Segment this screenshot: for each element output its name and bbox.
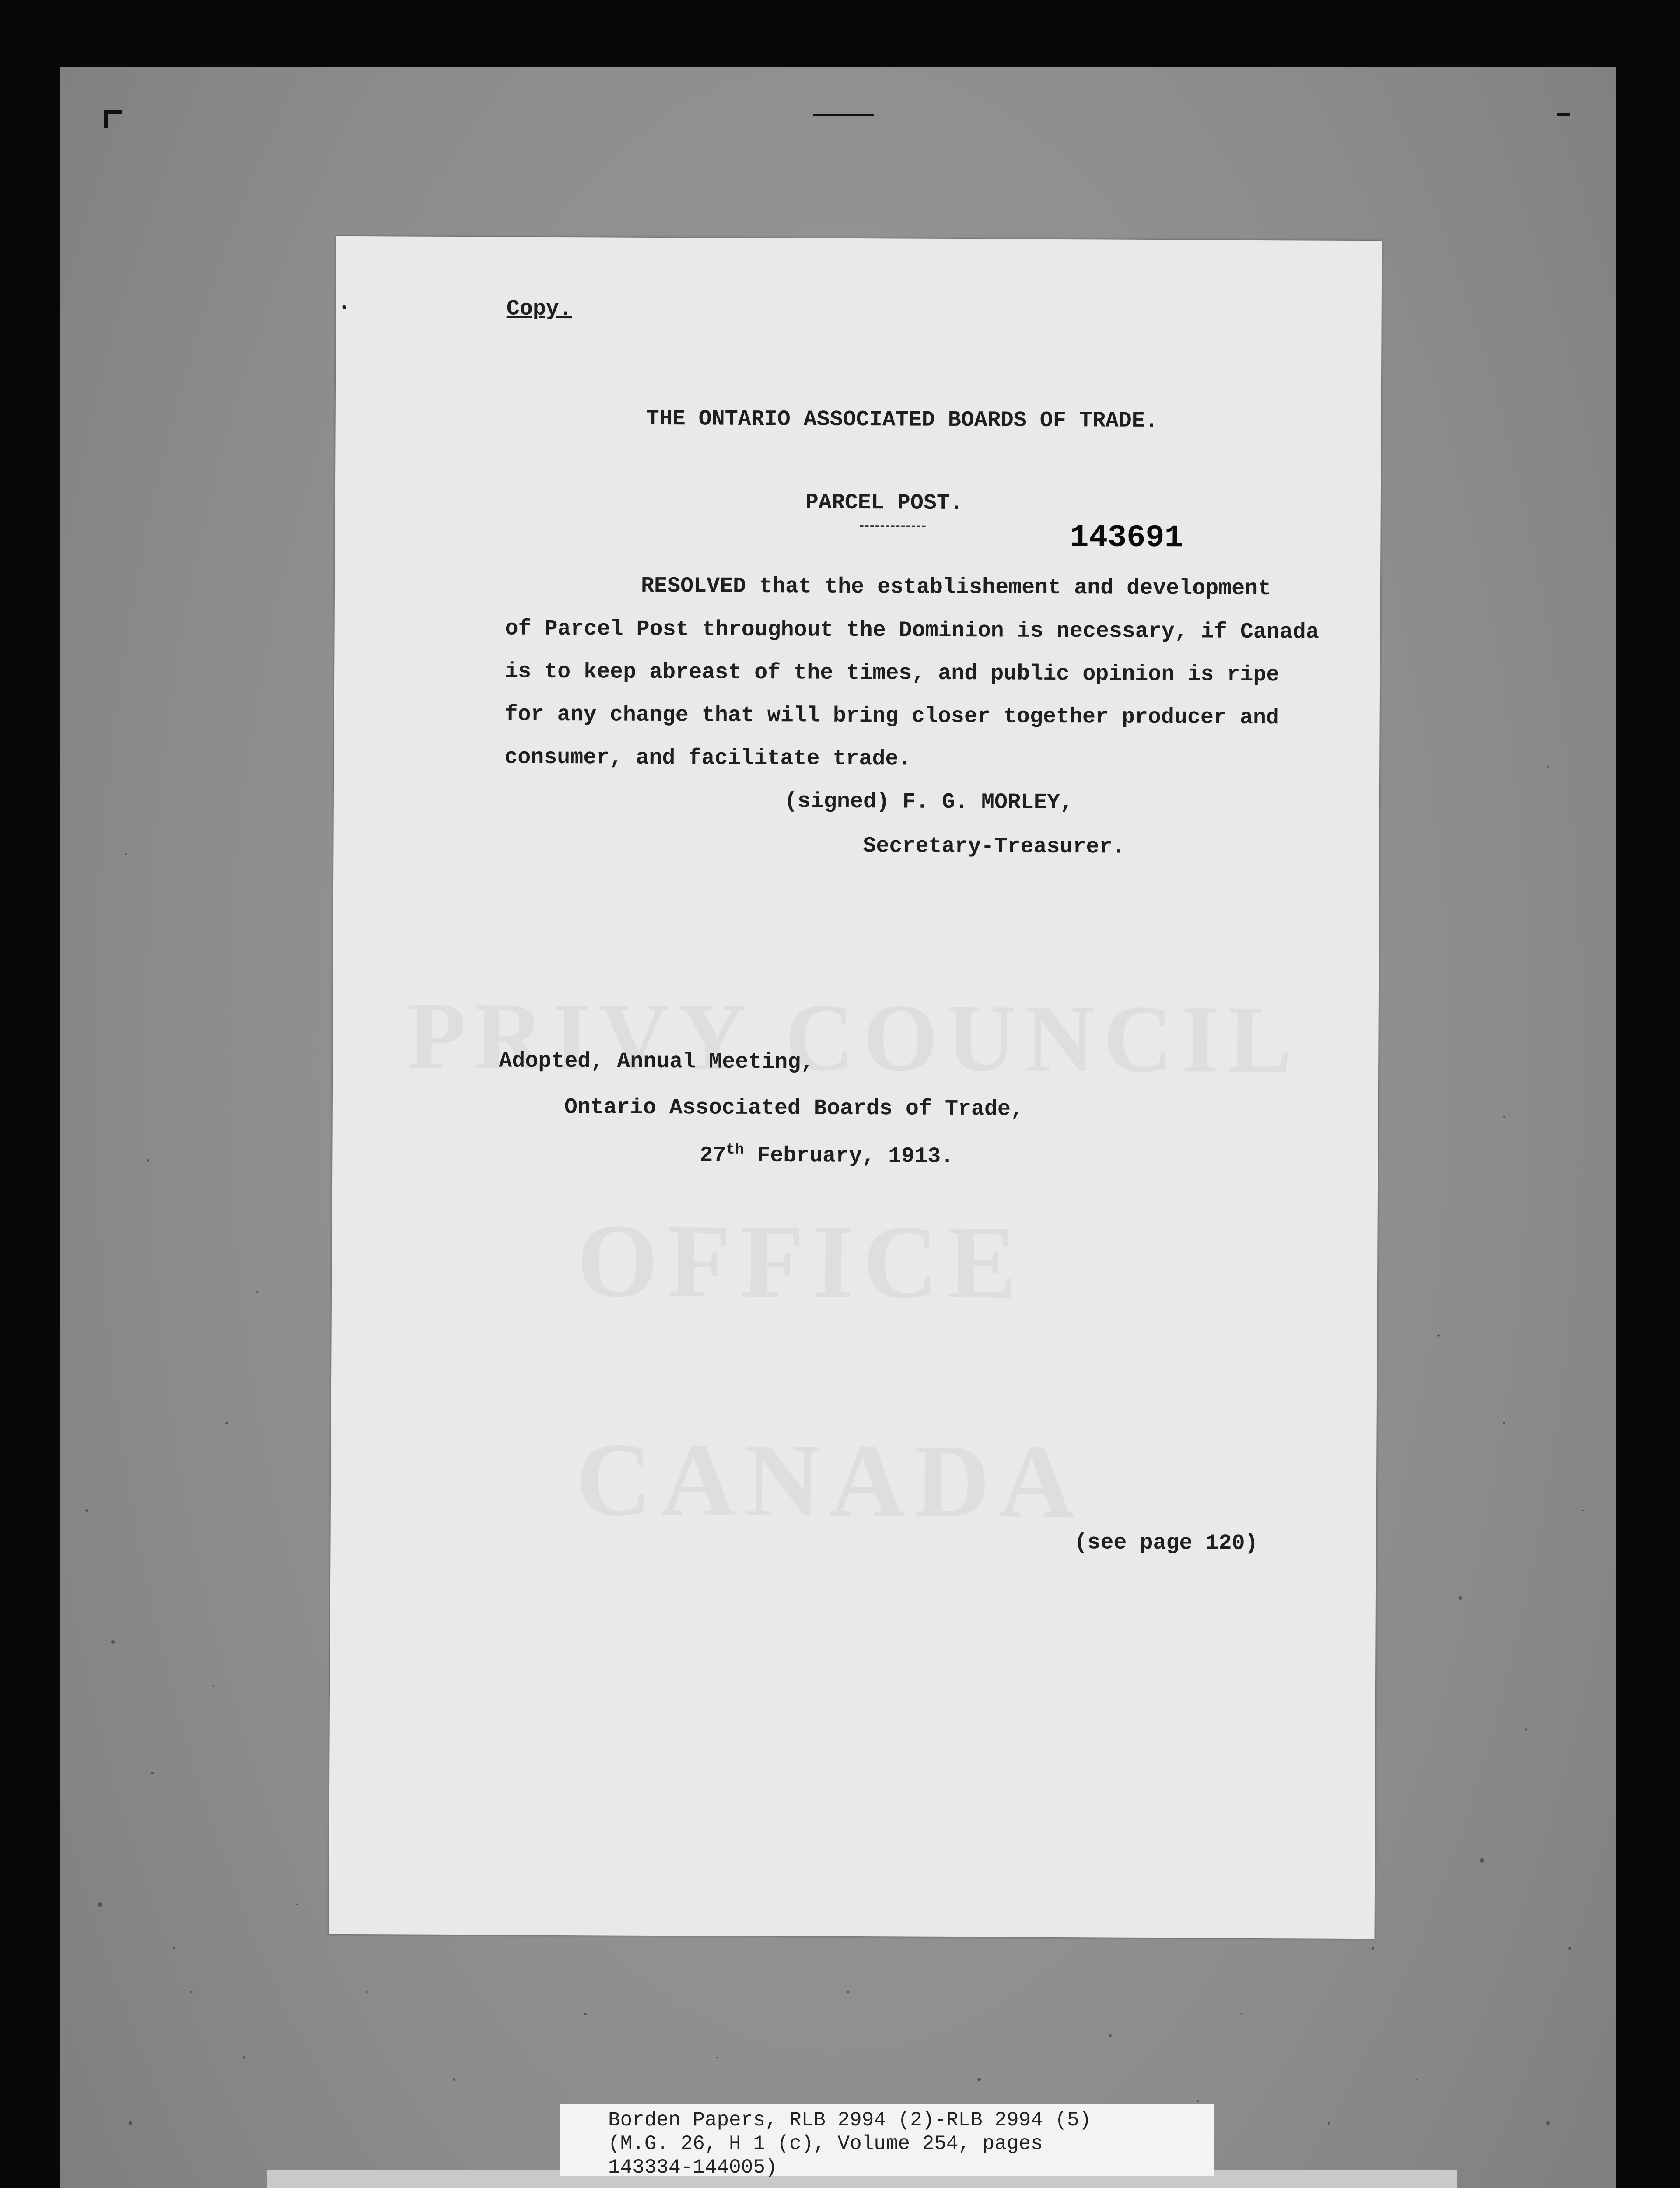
date-day: 27 — [700, 1143, 726, 1168]
label-line-1: Borden Papers, RLB 2994 (2)-RLB 2994 (5) — [608, 2109, 1092, 2132]
watermark-line-2 — [577, 1200, 1026, 1322]
adopted-line-2: Ontario Associated Boards of Trade, — [564, 1095, 1024, 1122]
date-suffix: th — [726, 1141, 744, 1158]
signer-title: Secretary-Treasurer. — [863, 834, 1126, 860]
see-page-note: (see page 120) — [1074, 1530, 1258, 1557]
registration-mark — [1557, 113, 1570, 116]
paragraph-line: consumer, and facilitate trade. — [504, 745, 912, 772]
document-number: 143691 — [1070, 519, 1183, 556]
bullet-mark: • — [340, 301, 348, 316]
document-heading: PARCEL POST. — [805, 490, 963, 516]
archive-reference-label — [560, 2104, 1214, 2179]
label-line-3: 143334-144005) — [608, 2156, 777, 2179]
paragraph-line: for any change that will bring closer together producer and — [504, 702, 1280, 731]
document-page — [329, 236, 1382, 1939]
adopted-date — [700, 1141, 954, 1169]
registration-mark — [813, 114, 874, 116]
heading-underline — [860, 525, 926, 527]
paragraph-line: RESOLVED that the establishement and development — [640, 573, 1271, 602]
adopted-line-1: Adopted, Annual Meeting, — [499, 1048, 814, 1075]
label-line-2: (M.G. 26, H 1 (c), Volume 254, pages — [608, 2132, 1043, 2155]
date-rest: February, 1913. — [744, 1143, 954, 1169]
watermark-line-1 — [407, 981, 1301, 1095]
paragraph-line: of Parcel Post throughout the Dominion is necessary, if Canada — [505, 616, 1319, 645]
copy-label: Copy. — [506, 296, 572, 322]
paragraph-line: is to keep abreast of the times, and public opinion is ripe — [505, 659, 1280, 688]
organization-heading: THE ONTARIO ASSOCIATED BOARDS OF TRADE. — [646, 406, 1158, 434]
watermark-line-3 — [575, 1419, 1083, 1542]
corner-mark — [104, 110, 122, 114]
signature-line: (signed) F. G. MORLEY, — [784, 789, 1074, 816]
